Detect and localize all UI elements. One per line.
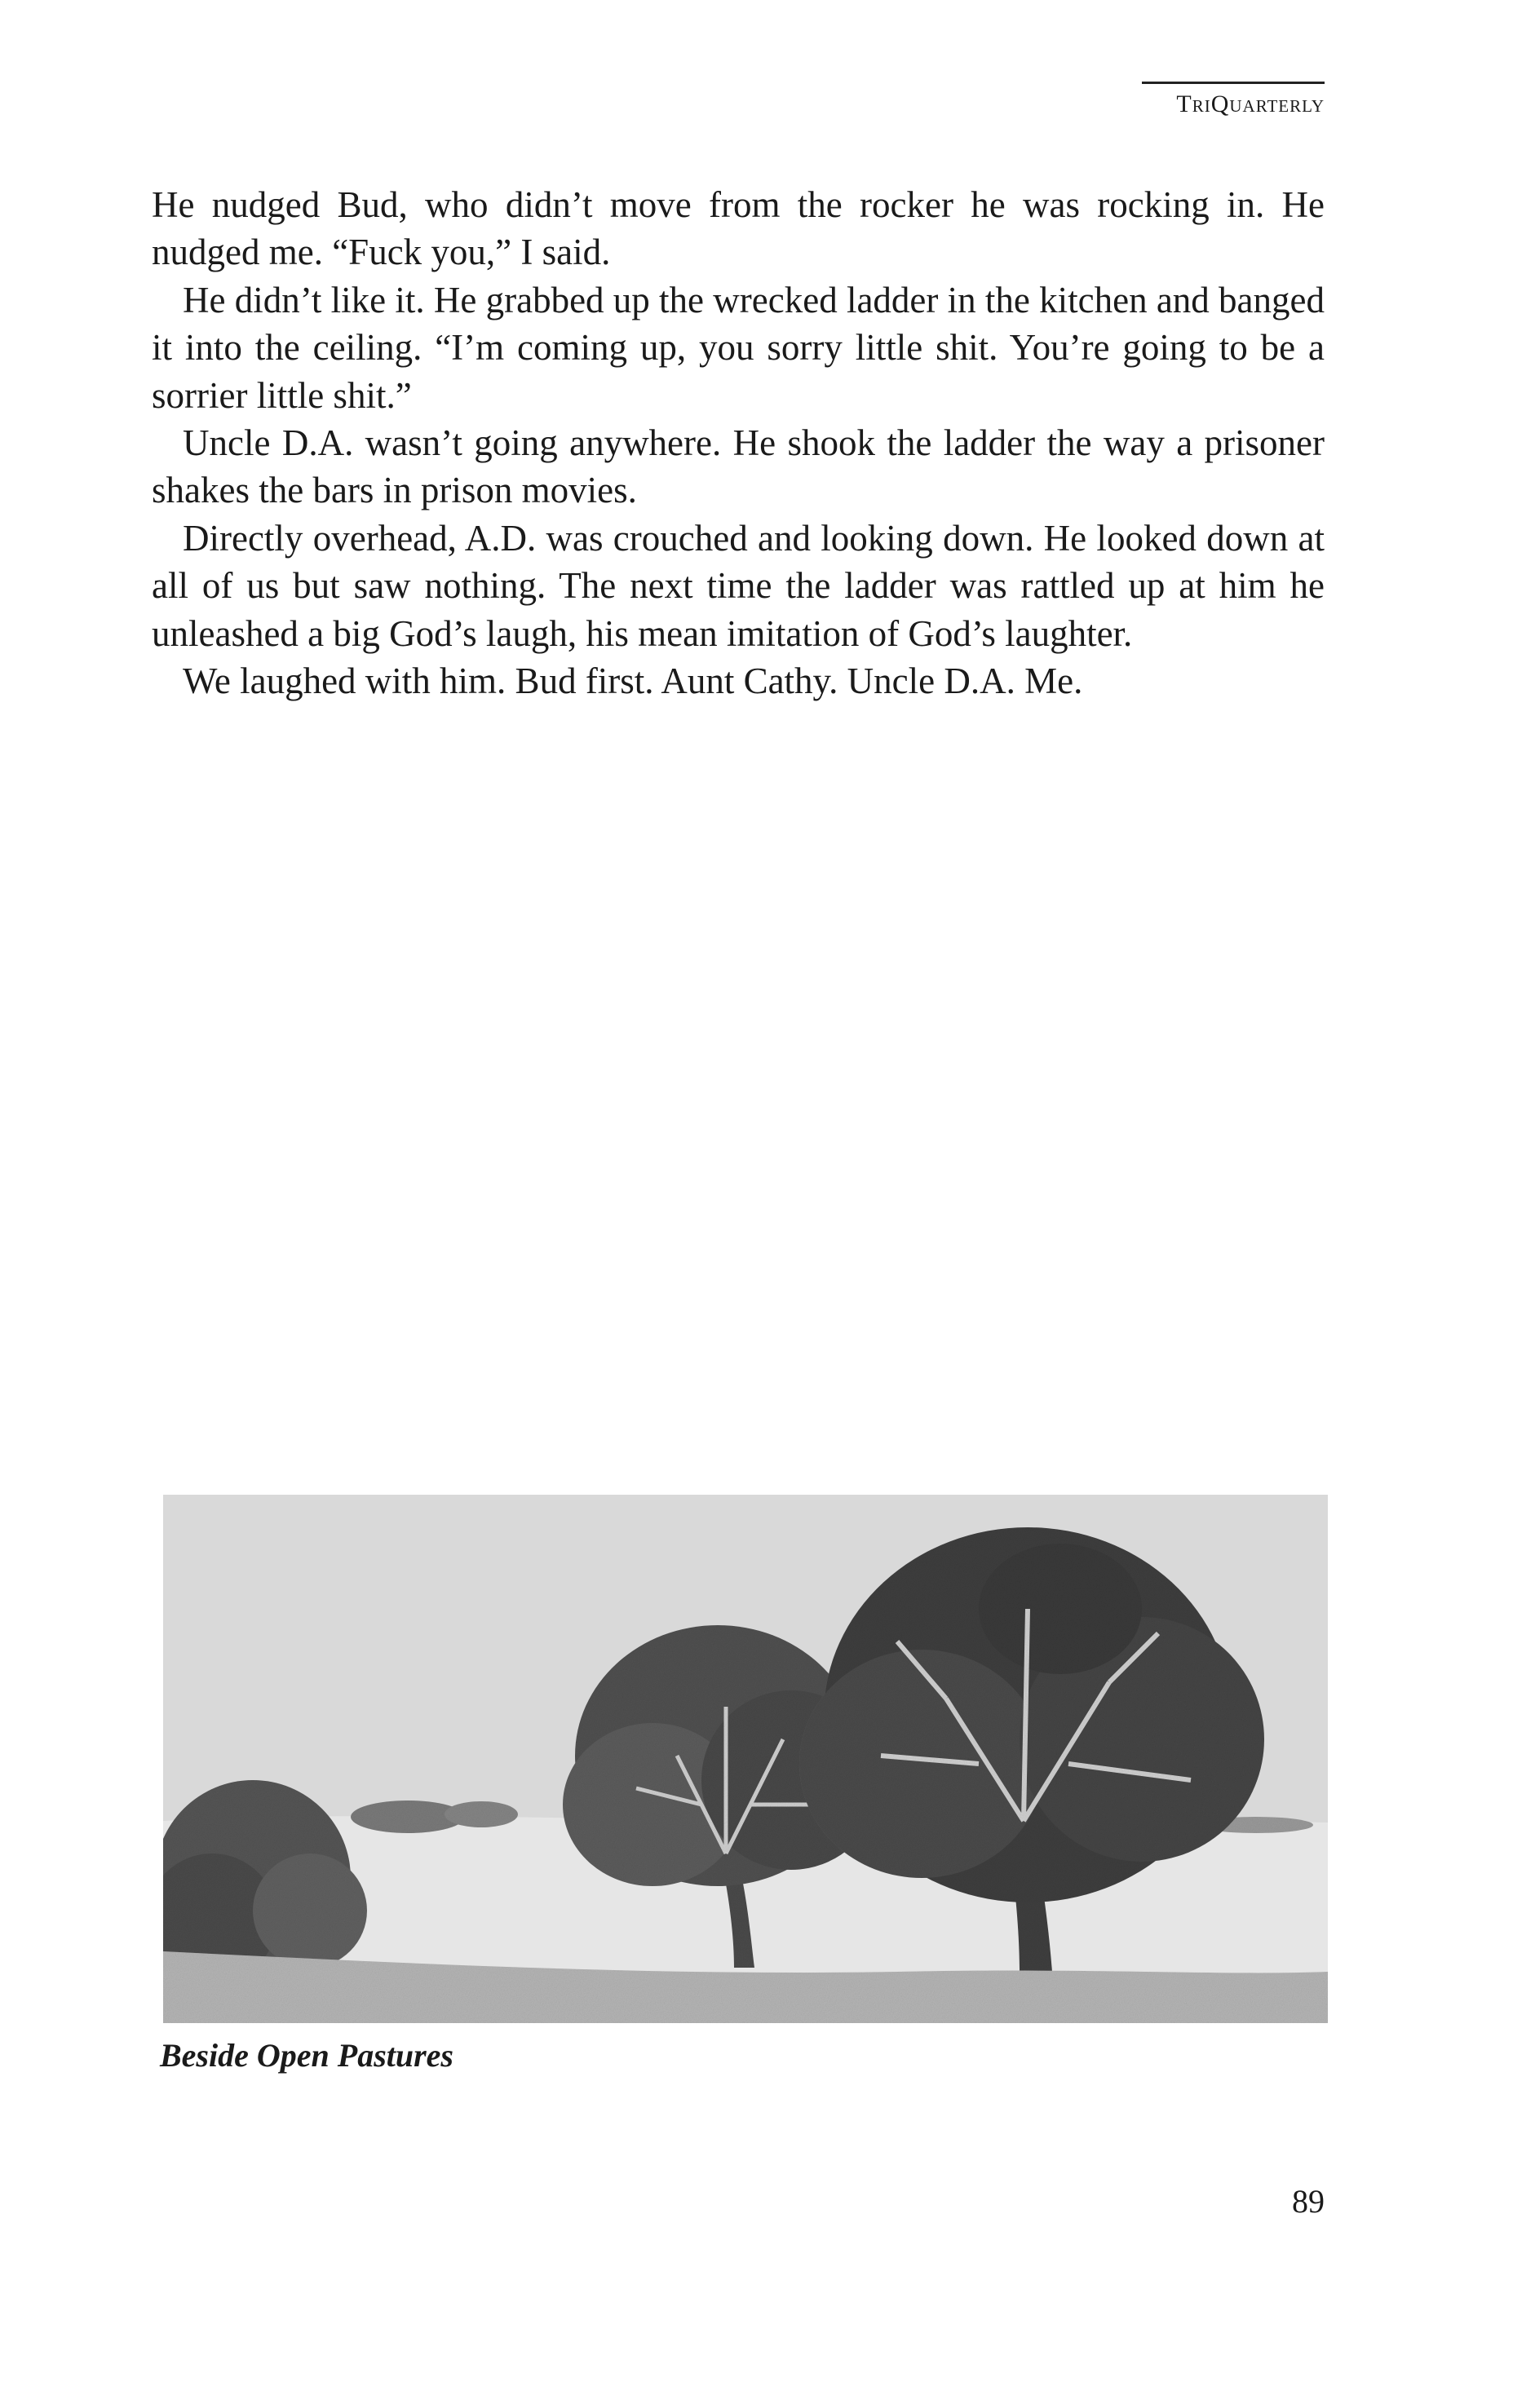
paragraph: He nudged Bud, who didn’t move from the rocker he was rocking in. He nudged me. “Fuck you,” I said. xyxy=(152,184,1325,273)
body-text xyxy=(152,181,1325,705)
page-number: 89 xyxy=(1292,2183,1325,2220)
figure-caption: Beside Open Pastures xyxy=(160,2037,453,2074)
landscape-illustration xyxy=(163,1495,1328,2023)
paragraph: Uncle D.A. wasn’t going anywhere. He shook the ladder the way a prisoner shakes the bars in prison movies. xyxy=(152,422,1325,511)
paragraph: We laughed with him. Bud first. Aunt Cathy. Uncle D.A. Me. xyxy=(183,661,1083,702)
paragraph: He didn’t like it. He grabbed up the wrecked ladder in the kitchen and banged it into the ceiling. “I’m coming up, you sorry little shit. You’re going to be a sorrier little shit.” xyxy=(152,279,1325,416)
trees-drawing xyxy=(163,1495,1328,2023)
running-head: TriQuarterly xyxy=(1142,82,1325,118)
paragraph: Directly overhead, A.D. was crouched and looking down. He looked down at all of us but saw nothing. The next time the ladder was rattled up at him he unleashed a big God’s laugh, his mean imitation of God’s laughter. xyxy=(152,517,1325,654)
